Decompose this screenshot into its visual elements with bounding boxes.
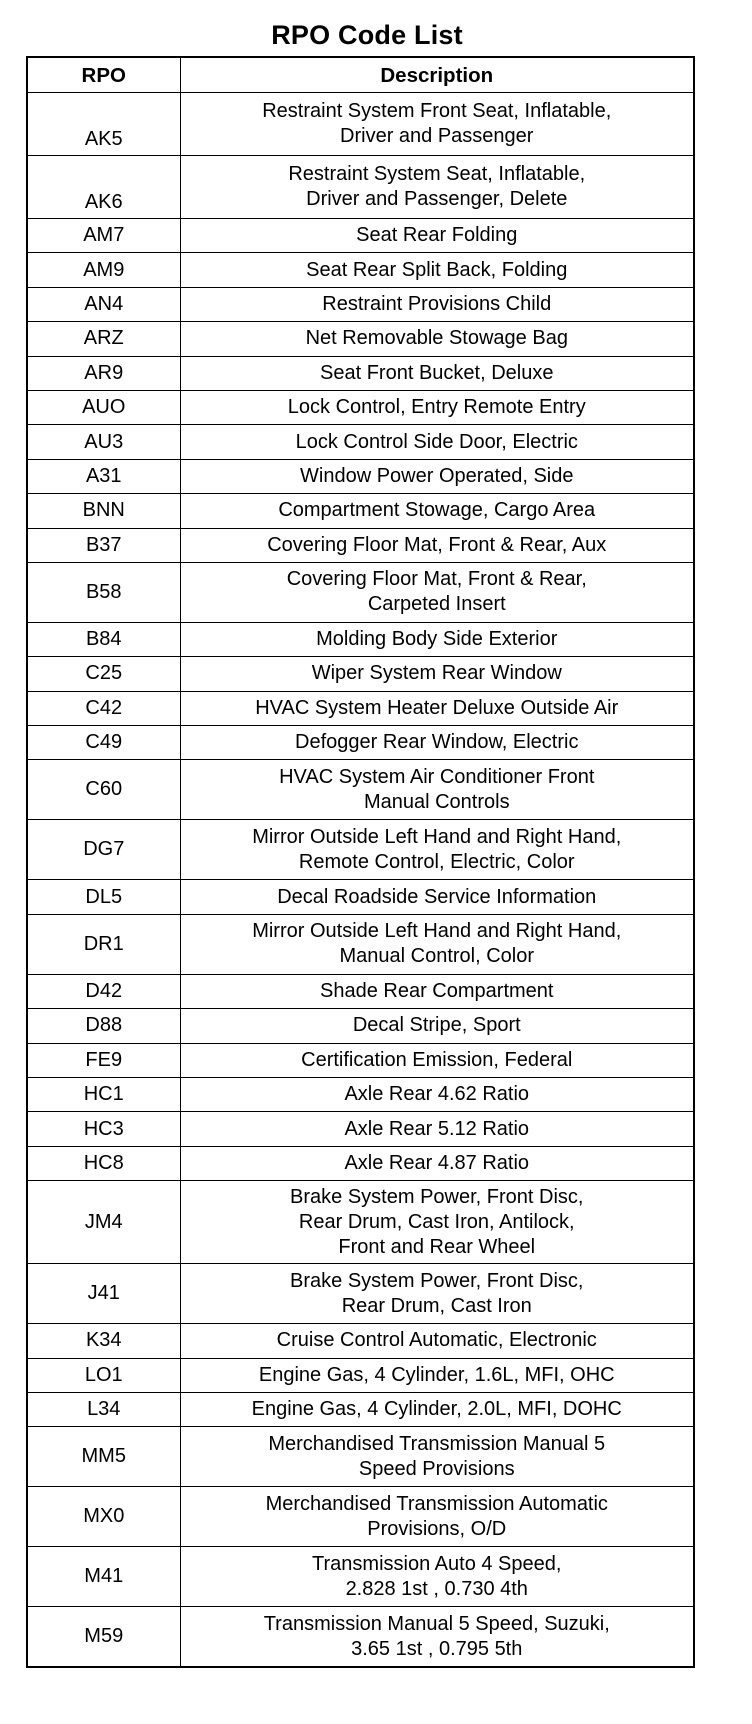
rpo-code-cell: DL5	[27, 880, 180, 914]
table-row	[27, 562, 694, 622]
rpo-code-cell: JM4	[27, 1181, 180, 1264]
table-row	[27, 156, 694, 219]
table-row	[27, 1146, 694, 1180]
rpo-code-cell: K34	[27, 1324, 180, 1358]
description-cell: Wiper System Rear Window	[180, 657, 694, 691]
rpo-code-cell: DG7	[27, 820, 180, 880]
description-cell: Brake System Power, Front Disc, Rear Drum, Cast Iron	[180, 1264, 694, 1324]
rpo-code-cell: AU3	[27, 425, 180, 459]
description-cell: Brake System Power, Front Disc, Rear Drum, Cast Iron, Antilock, Front and Rear Wheel	[180, 1181, 694, 1264]
description-cell: Decal Stripe, Sport	[180, 1009, 694, 1043]
description-cell: HVAC System Air Conditioner Front Manual Controls	[180, 760, 694, 820]
rpo-code-cell: ARZ	[27, 322, 180, 356]
table-row	[27, 820, 694, 880]
table-row	[27, 657, 694, 691]
description-cell: Transmission Auto 4 Speed, 2.828 1st , 0.730 4th	[180, 1547, 694, 1607]
rpo-code-table	[26, 56, 695, 1668]
table-row	[27, 622, 694, 656]
description-cell: Seat Rear Folding	[180, 219, 694, 253]
description-cell: Covering Floor Mat, Front & Rear, Carpeted Insert	[180, 562, 694, 622]
description-cell: Lock Control, Entry Remote Entry	[180, 390, 694, 424]
description-cell: Molding Body Side Exterior	[180, 622, 694, 656]
table-row	[27, 1427, 694, 1487]
table-row	[27, 494, 694, 528]
rpo-code-cell: C25	[27, 657, 180, 691]
table-row	[27, 1009, 694, 1043]
description-cell: Axle Rear 5.12 Ratio	[180, 1112, 694, 1146]
rpo-code-cell: HC8	[27, 1146, 180, 1180]
table-row	[27, 880, 694, 914]
description-cell: Engine Gas, 4 Cylinder, 1.6L, MFI, OHC	[180, 1358, 694, 1392]
table-row	[27, 1112, 694, 1146]
table-row	[27, 1181, 694, 1264]
table-row	[27, 253, 694, 287]
description-cell: Certification Emission, Federal	[180, 1043, 694, 1077]
description-cell: Seat Front Bucket, Deluxe	[180, 356, 694, 390]
page-title: RPO Code List	[271, 20, 463, 50]
rpo-code-cell: DR1	[27, 914, 180, 974]
table-row	[27, 1487, 694, 1547]
description-cell: Restraint Provisions Child	[180, 287, 694, 321]
description-cell: Defogger Rear Window, Electric	[180, 726, 694, 760]
rpo-code-cell: A31	[27, 459, 180, 493]
description-cell: Mirror Outside Left Hand and Right Hand, Remote Control, Electric, Color	[180, 820, 694, 880]
table-body	[27, 93, 694, 1668]
column-header-description: Description	[180, 57, 694, 93]
table-row	[27, 93, 694, 156]
rpo-code-cell: AN4	[27, 287, 180, 321]
table-row	[27, 974, 694, 1008]
rpo-code-cell: AUO	[27, 390, 180, 424]
description-cell: Window Power Operated, Side	[180, 459, 694, 493]
table-row	[27, 322, 694, 356]
table-row	[27, 356, 694, 390]
table-row	[27, 1078, 694, 1112]
rpo-code-cell: HC3	[27, 1112, 180, 1146]
description-cell: Merchandised Transmission Manual 5 Speed Provisions	[180, 1427, 694, 1487]
rpo-code-cell: BNN	[27, 494, 180, 528]
rpo-code-cell: MM5	[27, 1427, 180, 1487]
description-cell: Lock Control Side Door, Electric	[180, 425, 694, 459]
rpo-code-cell: LO1	[27, 1358, 180, 1392]
table-row	[27, 1607, 694, 1668]
column-header-rpo: RPO	[27, 57, 180, 93]
description-cell: Net Removable Stowage Bag	[180, 322, 694, 356]
description-cell: Transmission Manual 5 Speed, Suzuki, 3.65 1st , 0.795 5th	[180, 1607, 694, 1668]
rpo-code-cell: MX0	[27, 1487, 180, 1547]
table-row	[27, 1547, 694, 1607]
table-row	[27, 1324, 694, 1358]
rpo-code-cell: C42	[27, 691, 180, 725]
rpo-code-cell: L34	[27, 1392, 180, 1426]
rpo-code-cell: AM7	[27, 219, 180, 253]
rpo-code-cell: AM9	[27, 253, 180, 287]
rpo-code-cell: B37	[27, 528, 180, 562]
description-cell: Seat Rear Split Back, Folding	[180, 253, 694, 287]
rpo-code-cell: AK5	[27, 93, 180, 156]
description-cell: Restraint System Seat, Inflatable, Driver and Passenger, Delete	[180, 156, 694, 219]
table-row	[27, 1392, 694, 1426]
description-cell: Cruise Control Automatic, Electronic	[180, 1324, 694, 1358]
description-cell: Covering Floor Mat, Front & Rear, Aux	[180, 528, 694, 562]
description-cell: Mirror Outside Left Hand and Right Hand, Manual Control, Color	[180, 914, 694, 974]
description-cell: Axle Rear 4.87 Ratio	[180, 1146, 694, 1180]
description-cell: Shade Rear Compartment	[180, 974, 694, 1008]
description-cell: Merchandised Transmission Automatic Provisions, O/D	[180, 1487, 694, 1547]
table-row	[27, 1358, 694, 1392]
rpo-code-cell: M59	[27, 1607, 180, 1668]
description-cell: HVAC System Heater Deluxe Outside Air	[180, 691, 694, 725]
table-row	[27, 390, 694, 424]
table-row	[27, 425, 694, 459]
description-cell: Decal Roadside Service Information	[180, 880, 694, 914]
rpo-code-cell: J41	[27, 1264, 180, 1324]
rpo-code-cell: FE9	[27, 1043, 180, 1077]
table-row	[27, 219, 694, 253]
rpo-code-cell: B84	[27, 622, 180, 656]
description-cell: Restraint System Front Seat, Inflatable, Driver and Passenger	[180, 93, 694, 156]
rpo-code-cell: HC1	[27, 1078, 180, 1112]
description-cell: Compartment Stowage, Cargo Area	[180, 494, 694, 528]
table-header-row	[27, 57, 694, 93]
table-row	[27, 691, 694, 725]
rpo-code-cell: AK6	[27, 156, 180, 219]
table-row	[27, 528, 694, 562]
description-cell: Axle Rear 4.62 Ratio	[180, 1078, 694, 1112]
rpo-code-cell: D42	[27, 974, 180, 1008]
rpo-code-cell: C49	[27, 726, 180, 760]
rpo-code-cell: B58	[27, 562, 180, 622]
table-row	[27, 1264, 694, 1324]
rpo-code-cell: M41	[27, 1547, 180, 1607]
table-row	[27, 287, 694, 321]
rpo-code-cell: C60	[27, 760, 180, 820]
table-row	[27, 914, 694, 974]
rpo-code-cell: D88	[27, 1009, 180, 1043]
rpo-code-cell: AR9	[27, 356, 180, 390]
table-row	[27, 726, 694, 760]
table-row	[27, 1043, 694, 1077]
table-row	[27, 760, 694, 820]
description-cell: Engine Gas, 4 Cylinder, 2.0L, MFI, DOHC	[180, 1392, 694, 1426]
table-row	[27, 459, 694, 493]
